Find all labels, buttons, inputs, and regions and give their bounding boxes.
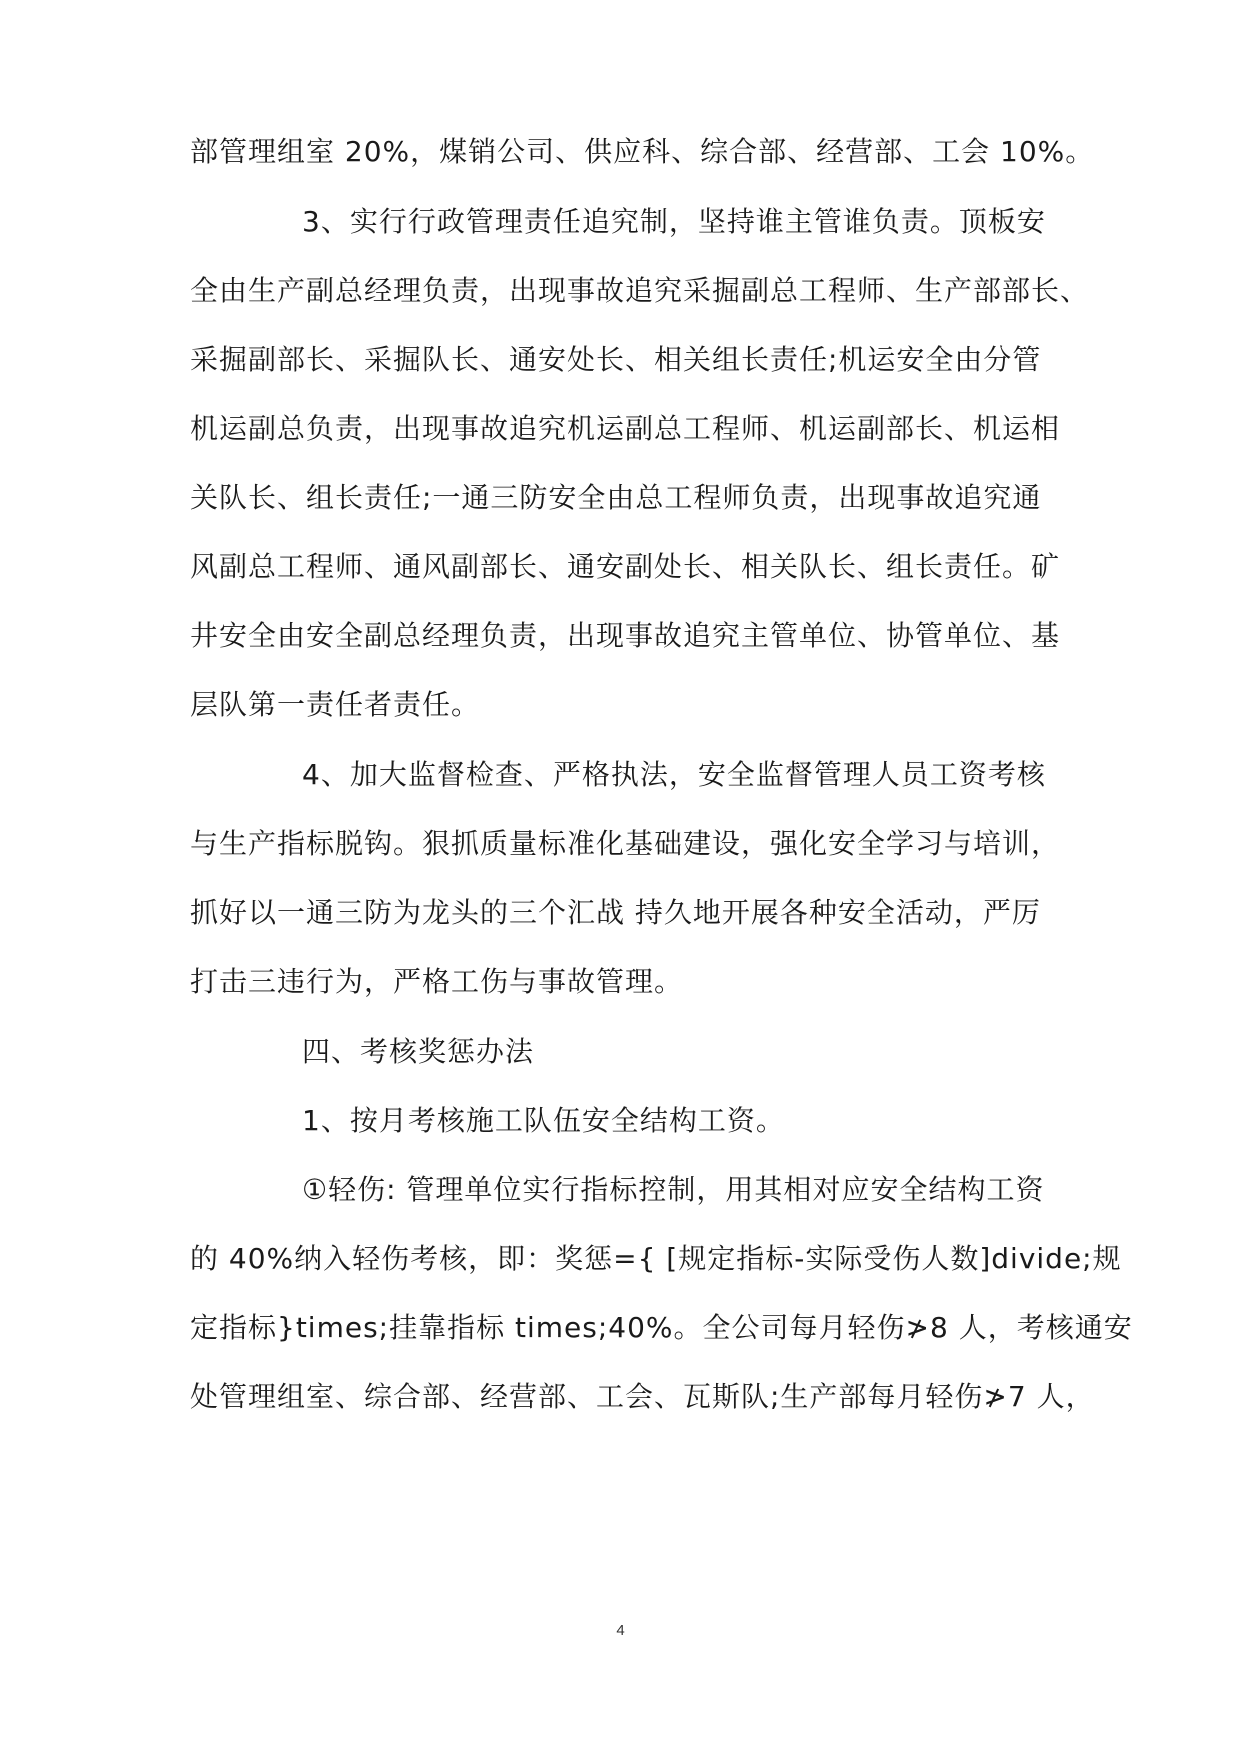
paragraph-line: 抓好以一通三防为龙头的三个汇战 持久地开展各种安全活动，严厉 — [190, 896, 1041, 929]
paragraph-line: 定指标}times;挂靠指标 times;40%。全公司每月轻伤≯8 人，考核通安 — [190, 1311, 1133, 1344]
paragraph-line: 的 40%纳入轻伤考核，即：奖惩={ [规定指标-实际受伤人数]divide;规 — [190, 1242, 1122, 1275]
page-number: 4 — [616, 1622, 625, 1639]
paragraph-line: 与生产指标脱钩。狠抓质量标准化基础建设，强化安全学习与培训， — [190, 827, 1061, 860]
paragraph-line: 层队第一责任者责任。 — [190, 688, 481, 721]
paragraph-line: 全由生产副总经理负责，出现事故追究采掘副总工程师、生产部部长、 — [190, 274, 1090, 307]
paragraph-line: 关队长、组长责任;一通三防安全由总工程师负责，出现事故追究通 — [190, 481, 1042, 514]
paragraph-line: 1、按月考核施工队伍安全结构工资。 — [302, 1104, 785, 1137]
paragraph-line: 采掘副部长、采掘队长、通安处长、相关组长责任;机运安全由分管 — [190, 343, 1042, 376]
paragraph-line: 风副总工程师、通风副部长、通安副处长、相关队长、组长责任。矿 — [190, 550, 1061, 583]
paragraph-line: 机运副总负责，出现事故追究机运副总工程师、机运副部长、机运相 — [190, 412, 1061, 445]
paragraph-line: 部管理组室 20%，煤销公司、供应科、综合部、经营部、工会 10%。 — [190, 135, 1095, 168]
paragraph-line: ①轻伤: 管理单位实行指标控制，用其相对应安全结构工资 — [302, 1173, 1045, 1206]
paragraph-line: 4、加大监督检查、严格执法，安全监督管理人员工资考核 — [302, 758, 1046, 791]
paragraph-line: 打击三违行为，严格工伤与事故管理。 — [190, 965, 684, 998]
paragraph-line: 井安全由安全副总经理负责，出现事故追究主管单位、协管单位、基 — [190, 619, 1061, 652]
paragraph-line: 处管理组室、综合部、经营部、工会、瓦斯队;生产部每月轻伤≯7 人， — [190, 1380, 1095, 1413]
paragraph-line: 3、实行行政管理责任追究制，坚持谁主管谁负责。顶板安 — [302, 205, 1046, 238]
section-heading: 四、考核奖惩办法 — [302, 1035, 535, 1068]
